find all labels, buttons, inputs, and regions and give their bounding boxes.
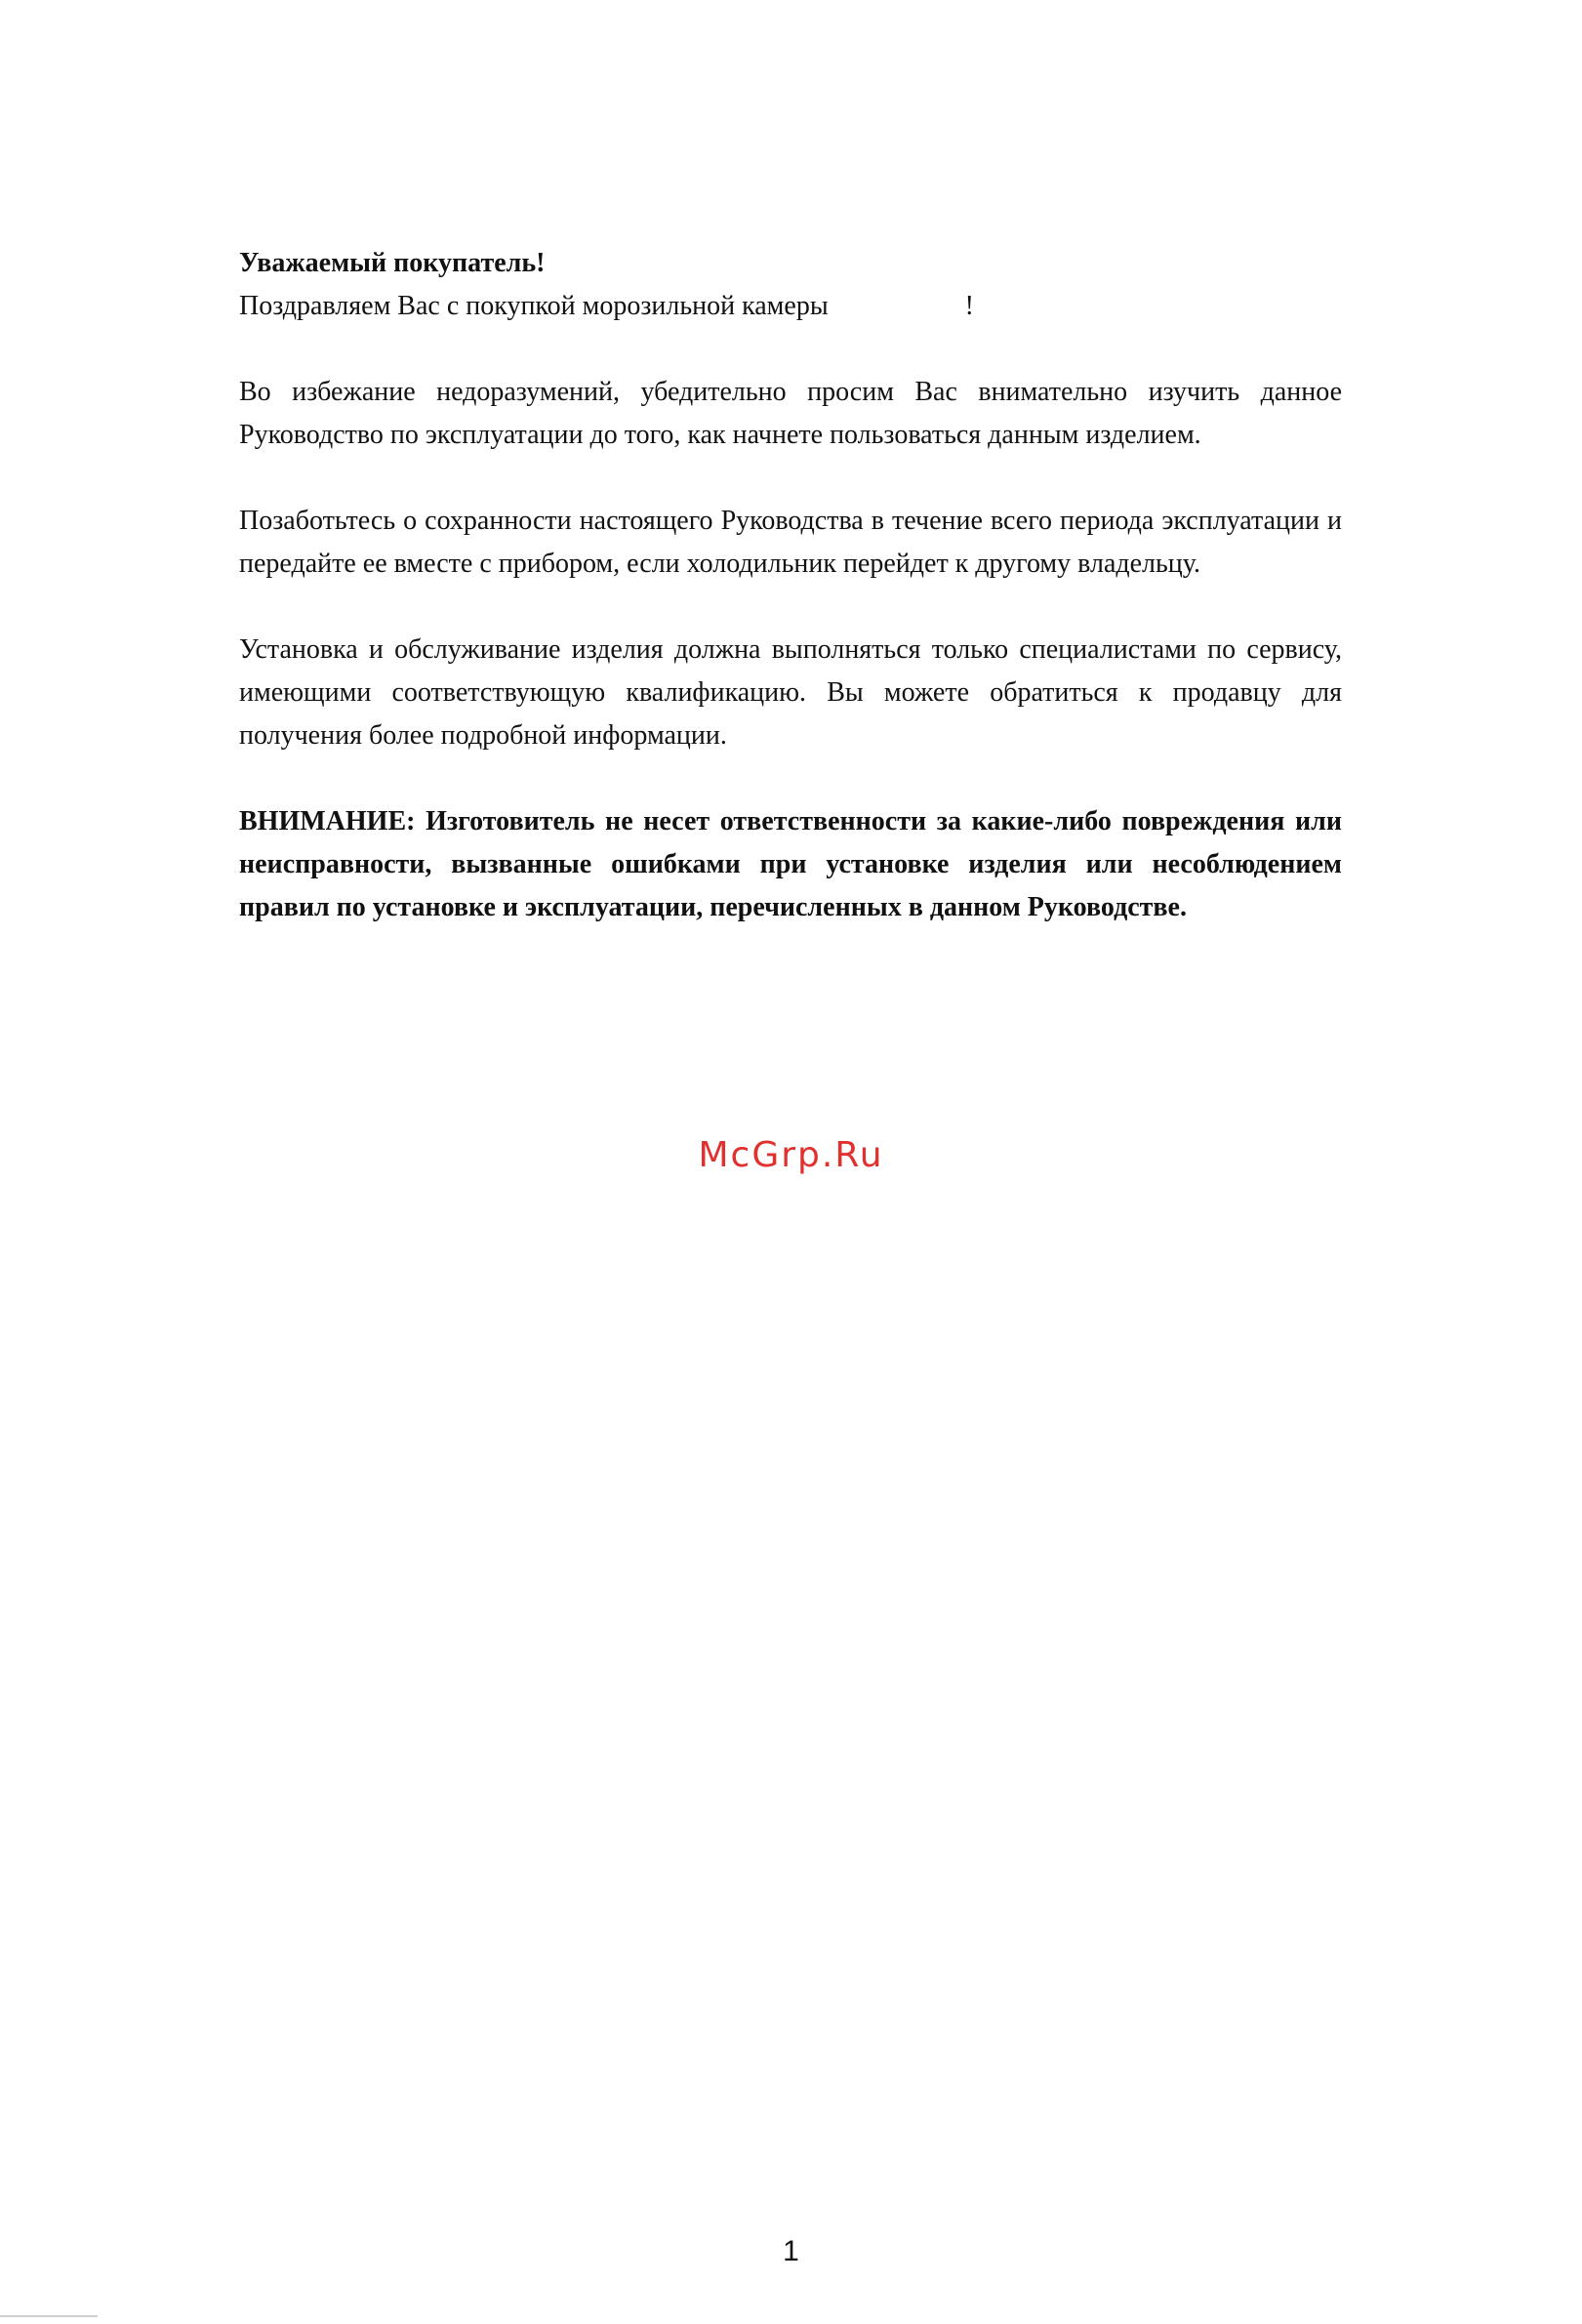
watermark-text: McGrp.Ru: [698, 1135, 884, 1175]
warning-paragraph: ВНИМАНИЕ: Изготовитель не несет ответственности за какие-либо повреждения или неисправности, вызванные ошибками при установке изделия или несоблюдением правил по установке и эксплуатации, перечисленных в данном Руководстве.: [239, 806, 1342, 922]
congratulations-line: [239, 285, 1342, 328]
congratulations-exclamation: !: [964, 291, 974, 321]
page-number: 1: [783, 2235, 799, 2267]
congratulations-text: Поздравляем Вас с покупкой морозильной камеры: [239, 291, 829, 321]
paragraph-service: Установка и обслуживание изделия должна выполняться только специалистами по сервису, имеющими соответствующую квалификацию. Вы можете обратиться к продавцу для получения более подробной информации.: [239, 634, 1342, 751]
document-body: [239, 242, 1342, 929]
paragraph-read-manual: Во избежание недоразумений, убедительно просим Вас внимательно изучить данное Руководство по эксплуатации до того, как начнете пользоваться данным изделием.: [239, 377, 1342, 450]
greeting-heading: Уважаемый покупатель!: [239, 248, 546, 278]
footer-divider: [0, 2315, 98, 2317]
paragraph-keep-manual: Позаботьтесь о сохранности настоящего Руководства в течение всего периода эксплуатации и передайте ее вместе с прибором, если холодильник перейдет к другому владельцу.: [239, 506, 1342, 579]
